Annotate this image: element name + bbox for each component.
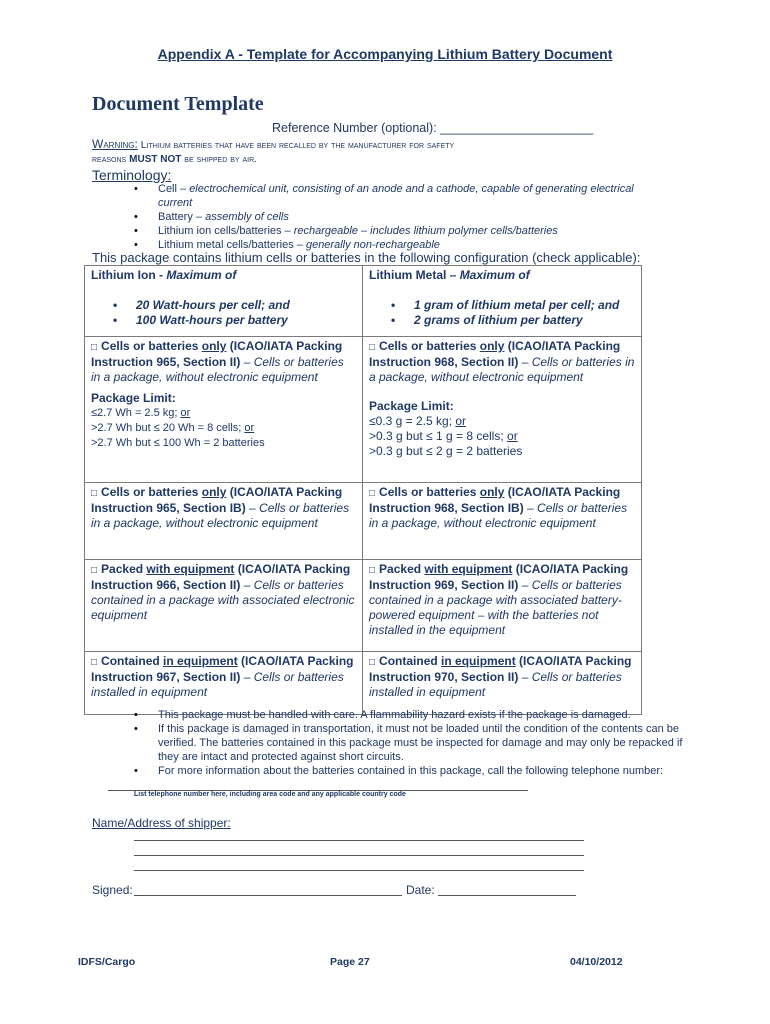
checkbox-metal-968-ib[interactable]: □ bbox=[369, 488, 376, 499]
metal-max-cell: • 1 gram of lithium metal per cell; and • 2 grams of lithium per battery bbox=[363, 288, 642, 337]
warning-text-1: Lithium batteries that have been recalled by the manufacturer for safety bbox=[140, 139, 455, 151]
ion-pi965-ib-cell: □ Cells or batteries only (ICAO/IATA Packing Instruction 965, Section IB) – Cells or batteries in a package, without electronic equipment bbox=[85, 483, 363, 560]
handling-notes bbox=[130, 708, 690, 778]
checkbox-metal-968-ii[interactable]: □ bbox=[369, 342, 376, 353]
terminology-list bbox=[130, 182, 670, 252]
document-title: Document Template bbox=[92, 93, 264, 115]
table-row bbox=[85, 337, 642, 483]
telephone-caption: List telephone number here, including area code and any applicable country code bbox=[134, 791, 406, 798]
metal-pi968-ib-cell: □ Cells or batteries only (ICAO/IATA Packing Instruction 968, Section IB) – Cells or batteries in a package, without electronic equipment bbox=[363, 483, 642, 560]
signed-label: Signed: bbox=[92, 883, 133, 897]
ion-pi965-ii-cell: □ Cells or batteries only (ICAO/IATA Packing Instruction 965, Section II) – Cells or batteries in a package, without electronic equipment Package Limit: ≤2.7 Wh = 2.5 kg; or >2.7 Wh but ≤ 20 Wh = 8 cells; or >2.7 Wh but ≤ 100 Wh = 2 batteries bbox=[85, 337, 363, 483]
shipper-label: Name/Address of shipper: bbox=[92, 816, 231, 830]
warning-line-1 bbox=[92, 137, 454, 151]
appendix-title: Appendix A - Template for Accompanying Lithium Battery Document bbox=[157, 46, 613, 62]
date-line[interactable] bbox=[438, 895, 576, 896]
metal-pi968-ii-cell: □ Cells or batteries only (ICAO/IATA Packing Instruction 968, Section II) – Cells or batteries in a package, without electronic equipment Package Limit: ≤0.3 g = 2.5 kg; or >0.3 g but ≤ 1 g = 8 cells; or >0.3 g but ≤ 2 g = 2 batteries bbox=[363, 337, 642, 483]
table-row bbox=[85, 652, 642, 715]
signature-line[interactable] bbox=[134, 895, 402, 896]
date-label: Date: bbox=[406, 883, 435, 897]
term-lithium-ion: • Lithium ion cells/batteries – rechargeable – includes lithium polymer cells/batteries bbox=[130, 224, 670, 238]
warning-text-2a: reasons bbox=[92, 153, 130, 165]
table-header-row bbox=[85, 266, 642, 289]
metal-pi970-cell: □ Contained in equipment (ICAO/IATA Packing Instruction 970, Section II) – Cells or batteries installed in equipment bbox=[363, 652, 642, 715]
warning-line-2 bbox=[92, 153, 257, 165]
footer-date: 04/10/2012 bbox=[570, 956, 623, 968]
term-battery: • Battery – assembly of cells bbox=[130, 210, 670, 224]
note-handle-care: • This package must be handled with care. A flammability hazard exists if the package is damaged. bbox=[130, 708, 690, 722]
checkbox-ion-965-ib[interactable]: □ bbox=[91, 488, 98, 499]
footer-left: IDFS/Cargo bbox=[78, 956, 136, 968]
checkbox-metal-970[interactable]: □ bbox=[369, 657, 376, 668]
table-row bbox=[85, 560, 642, 652]
checkbox-metal-969[interactable]: □ bbox=[369, 565, 376, 576]
ion-header-cell: Lithium Ion - Maximum of bbox=[85, 266, 363, 289]
reference-number: Reference Number (optional): ______________________ bbox=[272, 121, 594, 135]
footer-page: Page 27 bbox=[330, 956, 370, 968]
warning-label: Warning: bbox=[92, 137, 138, 151]
checkbox-ion-966[interactable]: □ bbox=[91, 565, 98, 576]
metal-header-cell: Lithium Metal – Maximum of bbox=[363, 266, 642, 289]
shipper-line-1[interactable] bbox=[134, 840, 584, 841]
ion-pi967-cell: □ Contained in equipment (ICAO/IATA Packing Instruction 967, Section II) – Cells or batteries installed in equipment bbox=[85, 652, 363, 715]
battery-configuration-table bbox=[84, 265, 642, 715]
ion-max-cell: • 20 Watt-hours per cell; and • 100 Watt-hours per battery bbox=[85, 288, 363, 337]
shipper-line-2[interactable] bbox=[134, 855, 584, 856]
max-row bbox=[85, 288, 642, 337]
warning-text-2b: be shipped by air. bbox=[181, 153, 258, 165]
metal-pi969-cell: □ Packed with equipment (ICAO/IATA Packing Instruction 969, Section II) – Cells or batteries contained in a package with associated battery-powered equipment – with the batteries not installed in the equipment bbox=[363, 560, 642, 652]
note-damaged: • If this package is damaged in transportation, it must not be loaded until the condition of the contents can be verified. The batteries contained in this package must be inspected for damage and may only be repacked if they are intact and protected against short circuits. bbox=[130, 722, 690, 764]
term-lithium-metal: • Lithium metal cells/batteries – generally non-rechargeable bbox=[130, 238, 670, 252]
warning-must-not: MUST NOT bbox=[129, 154, 182, 165]
terminology-heading: Terminology: bbox=[92, 167, 172, 183]
table-row bbox=[85, 483, 642, 560]
note-more-info: • For more information about the batteries contained in this package, call the following telephone number: bbox=[130, 764, 690, 778]
shipper-line-3[interactable] bbox=[134, 870, 584, 871]
term-cell: • Cell – electrochemical unit, consisting of an anode and a cathode, capable of generating electrical current bbox=[130, 182, 670, 210]
ion-pi966-cell: □ Packed with equipment (ICAO/IATA Packing Instruction 966, Section II) – Cells or batteries contained in a package with associated electronic equipment bbox=[85, 560, 363, 652]
checkbox-ion-965-ii[interactable]: □ bbox=[91, 342, 98, 353]
checkbox-ion-967[interactable]: □ bbox=[91, 657, 98, 668]
configuration-intro: This package contains lithium cells or batteries in the following configuration (check applicable): bbox=[92, 250, 641, 265]
